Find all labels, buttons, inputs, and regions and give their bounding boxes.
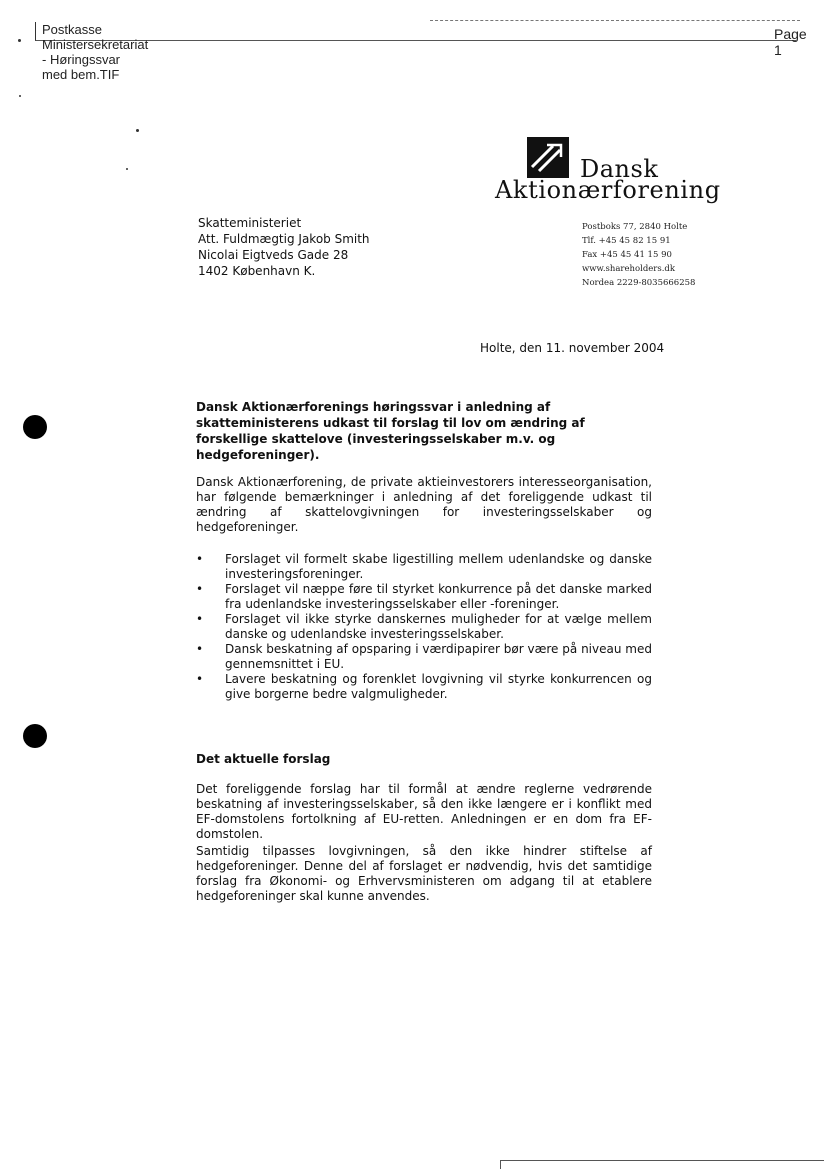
page-number: Page 1 bbox=[774, 26, 807, 58]
recipient-line: Skatteministeriet bbox=[198, 216, 302, 230]
punch-hole-bottom bbox=[23, 724, 47, 748]
letter-date: Holte, den 11. november 2004 bbox=[480, 341, 665, 355]
list-item: • Forslaget vil ikke styrke danskernes muligheder for at vælge mellem danske og udenlandske investeringsselskaber. bbox=[196, 612, 652, 642]
contact-line: www.shareholders.dk bbox=[582, 264, 676, 274]
letter-subject: Dansk Aktionærforenings høringssvar i anledning af skatteministerens udkast til forslag til lov om ændring af forskellige skattelove (investeringsselskaber m.v. og hedgeforeninger). bbox=[196, 400, 585, 462]
contact-line: Nordea 2229-8035666258 bbox=[582, 278, 696, 288]
recipient-line: 1402 København K. bbox=[198, 264, 316, 278]
list-item: • Forslaget vil næppe føre til styrket konkurrence på det danske marked fra udenlandske investeringsselskaber eller -foreninger. bbox=[196, 582, 652, 612]
scan-speck bbox=[19, 95, 21, 97]
summary-list bbox=[196, 552, 652, 702]
contact-line: Postboks 77, 2840 Holte bbox=[582, 222, 688, 232]
contact-line: Fax +45 45 41 15 90 bbox=[582, 250, 672, 260]
section-paragraph: Det foreliggende forslag har til formål at ændre reglerne vedrørende beskatning af investeringsselskaber, så den ikke længere er i konflikt med EF-domstolens fortolkning af EU-retten. Anledningen er en dom fra EF-domstolen. bbox=[196, 782, 652, 841]
recipient-line: Att. Fuldmægtig Jakob Smith bbox=[198, 232, 370, 246]
punch-hole-top bbox=[23, 415, 47, 439]
header-divider bbox=[430, 20, 800, 21]
recipient-address bbox=[198, 215, 370, 279]
logo-mark bbox=[527, 137, 569, 178]
sender-contact bbox=[582, 220, 695, 290]
scan-speck bbox=[126, 168, 128, 170]
header-frame bbox=[35, 22, 796, 41]
section-heading: Det aktuelle forslag bbox=[196, 752, 331, 766]
section-paragraph: Samtidig tilpasses lovgivningen, så den ikke hindrer stiftelse af hedgeforeninger. Denne del af forslaget er nødvendig, hvis det samtidige forslag fra Økonomi- og Erhvervsministeren om adgang til at etablere hedgeforeninger skal kunne anvendes. bbox=[196, 844, 652, 903]
document-title: Postkasse Ministersekretariat - Høringssvar med bem.TIF bbox=[42, 22, 149, 82]
contact-line: Tlf. +45 45 82 15 91 bbox=[582, 236, 671, 246]
logo-text-dansk: Dansk bbox=[580, 155, 659, 183]
list-item: • Lavere beskatning og forenklet lovgivning vil styrke konkurrencen og give borgerne bedre valgmuligheder. bbox=[196, 672, 652, 702]
list-item: • Dansk beskatning af opsparing i værdipapirer bør være på niveau med gennemsnittet i EU. bbox=[196, 642, 652, 672]
intro-paragraph: Dansk Aktionærforening, de private aktieinvestorers interesseorganisation, har følgende bemærkninger i anledning af det foreliggende udkast til ændring af skattelovgivningen for investeringsselskaber og hedgeforeninger. bbox=[196, 475, 652, 534]
list-item: • Forslaget vil formelt skabe ligestilling mellem udenlandske og danske investeringsforeninger. bbox=[196, 552, 652, 582]
scan-edge bbox=[500, 1160, 501, 1169]
scan-speck bbox=[136, 129, 139, 132]
recipient-line: Nicolai Eigtveds Gade 28 bbox=[198, 248, 349, 262]
logo-text-aktionaerforening: Aktionærforening bbox=[495, 176, 721, 204]
scan-edge bbox=[500, 1160, 824, 1161]
scan-speck bbox=[18, 39, 21, 42]
